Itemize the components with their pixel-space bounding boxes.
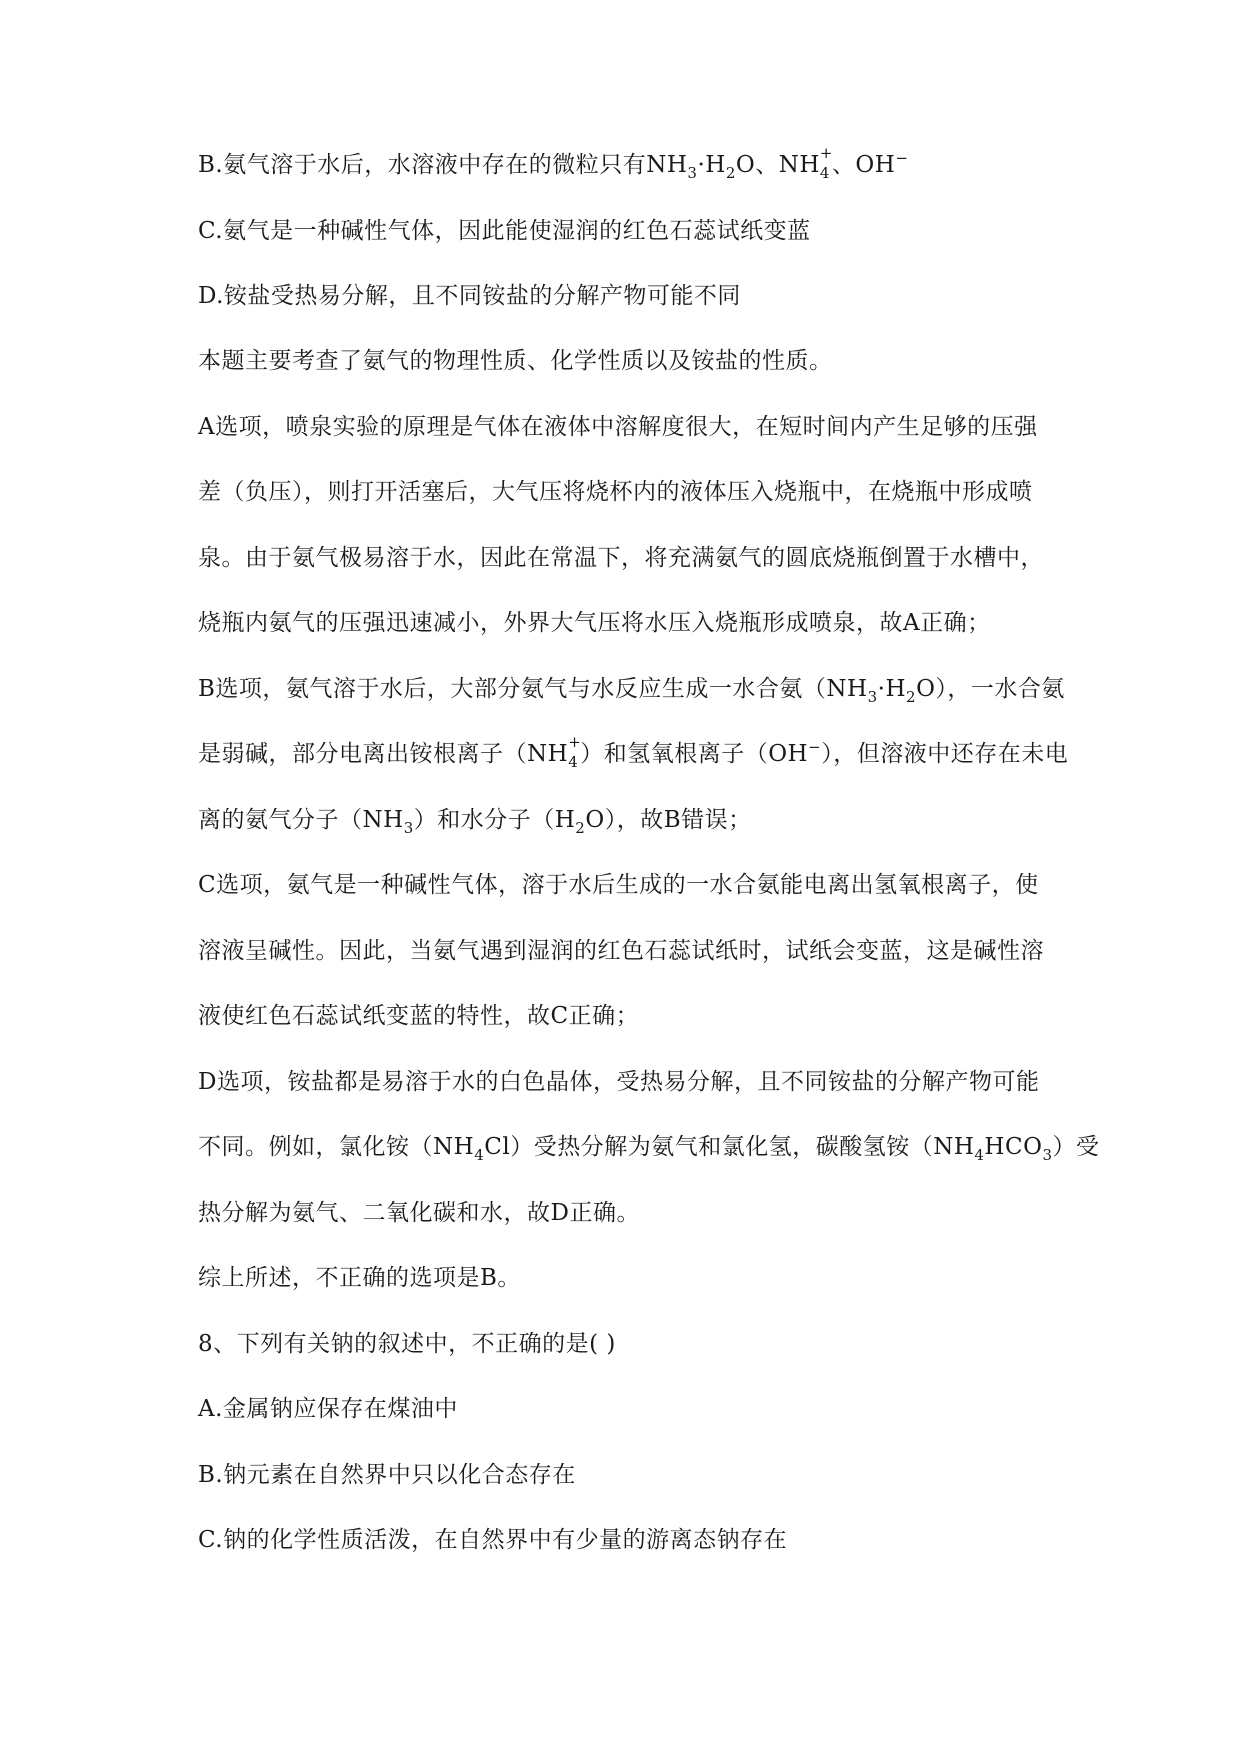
text-segment: 8、下列有关钠的叙述中，不正确的是( ) [198,1331,616,1357]
analysis-c-line-3 [198,1001,1098,1031]
ion-subscript: 4 [568,753,579,771]
analysis-c-line-1 [198,870,1098,900]
text-segment: D选项，铵盐都是易溶于水的白色晶体，受热易分解，且不同铵盐的分解产物可能 [198,1069,1040,1095]
text-segment: 、OH [831,152,896,178]
text-segment: B选项，氨气溶于水后，大部分氨气与水反应生成一水合氨（NH [198,676,868,702]
analysis-d-line-1 [198,1067,1098,1097]
text-segment: ·H [877,676,907,702]
question-8-option-c [198,1525,1098,1555]
text-segment: C.氨气是一种碱性气体，因此能使湿润的红色石蕊试纸变蓝 [198,218,811,244]
subscript: 2 [906,688,917,706]
text-segment: B.钠元素在自然界中只以化合态存在 [198,1462,576,1488]
ion-charge-stack [819,144,833,182]
option-b-ammonia [198,144,1098,182]
ion-charge-stack [568,733,582,771]
text-segment: 本题主要考查了氨气的物理性质、化学性质以及铵盐的性质。 [198,348,833,374]
text-segment: 液使红色石蕊试纸变蓝的特性，故C正确； [198,1003,640,1029]
ion-charge: + [819,144,833,162]
subscript: 3 [867,688,878,706]
text-segment: 差（负压），则打开活塞后，大气压将烧杯内的液体压入烧瓶中，在烧瓶中形成喷 [198,479,1033,505]
text-segment: A.金属钠应保存在煤油中 [198,1396,458,1422]
text-segment: O），故B错误； [585,807,752,833]
analysis-c-line-2 [198,936,1098,966]
text-segment: ）受 [1052,1134,1100,1160]
text-segment: ）和水分子（H [413,807,576,833]
question-8-option-a [198,1394,1098,1424]
text-segment: HCO [984,1134,1043,1160]
text-segment: ·H [697,152,726,178]
text-segment: ）和氢氧根离子（OH [580,741,809,767]
analysis-b-line-1 [198,674,1098,704]
analysis-b-line-2 [198,733,1098,771]
analysis-a-line-2 [198,477,1098,507]
text-segment: O、NH [735,152,820,178]
subscript: 2 [725,164,736,182]
ion-charge: + [568,733,582,751]
analysis-a-line-3 [198,543,1098,573]
ion-subscript: 4 [819,164,830,182]
analysis-a-line-4 [198,608,1098,638]
option-d-ammonia [198,281,1098,311]
text-segment: 不同。例如，氯化铵（NH [198,1134,475,1160]
option-c-ammonia [198,216,1098,246]
text-segment: D.铵盐受热易分解，且不同铵盐的分解产物可能不同 [198,283,741,309]
analysis-a-line-1 [198,412,1098,442]
text-segment: A选项，喷泉实验的原理是气体在液体中溶解度很大，在短时间内产生足够的压强 [198,414,1038,440]
text-segment: 溶液呈碱性。因此，当氨气遇到湿润的红色石蕊试纸时，试纸会变蓝，这是碱性溶 [198,938,1044,964]
superscript: − [808,738,822,756]
question-8-stem [198,1329,1098,1359]
analysis-d-line-3 [198,1198,1098,1228]
subscript: 3 [687,164,698,182]
text-segment: 是弱碱，部分电离出铵根离子（NH [198,741,569,767]
subscript: 3 [1042,1146,1053,1164]
text-segment: 离的氨气分子（NH [198,807,404,833]
text-segment: Cl）受热分解为氨气和氯化氢，碳酸氢铵（NH [484,1134,975,1160]
text-segment: ），但溶液中还存在未电 [821,741,1069,767]
text-segment: 烧瓶内氨气的压强迅速减小，外界大气压将水压入烧瓶形成喷泉，故A正确； [198,610,991,636]
text-segment: 综上所述，不正确的选项是B。 [198,1265,521,1291]
text-segment: C选项，氨气是一种碱性气体，溶于水后生成的一水合氨能电离出氢氧根离子，使 [198,872,1039,898]
analysis-b-line-3 [198,805,1098,835]
superscript: − [895,149,909,167]
question-8-option-b [198,1460,1098,1490]
subscript: 2 [575,819,586,837]
analysis-d-line-2 [198,1132,1098,1162]
analysis-intro [198,346,1098,376]
conclusion [198,1263,1098,1293]
text-segment: C.钠的化学性质活泼，在自然界中有少量的游离态钠存在 [198,1527,788,1553]
text-segment: B.氨气溶于水后，水溶液中存在的微粒只有NH [198,152,688,178]
subscript: 4 [974,1146,985,1164]
subscript: 3 [403,819,414,837]
text-segment: 泉。由于氨气极易溶于水，因此在常温下，将充满氨气的圆底烧瓶倒置于水槽中， [198,545,1044,571]
text-segment: O），一水合氨 [916,676,1065,702]
subscript: 4 [474,1146,485,1164]
text-segment: 热分解为氨气、二氧化碳和水，故D正确。 [198,1200,640,1226]
